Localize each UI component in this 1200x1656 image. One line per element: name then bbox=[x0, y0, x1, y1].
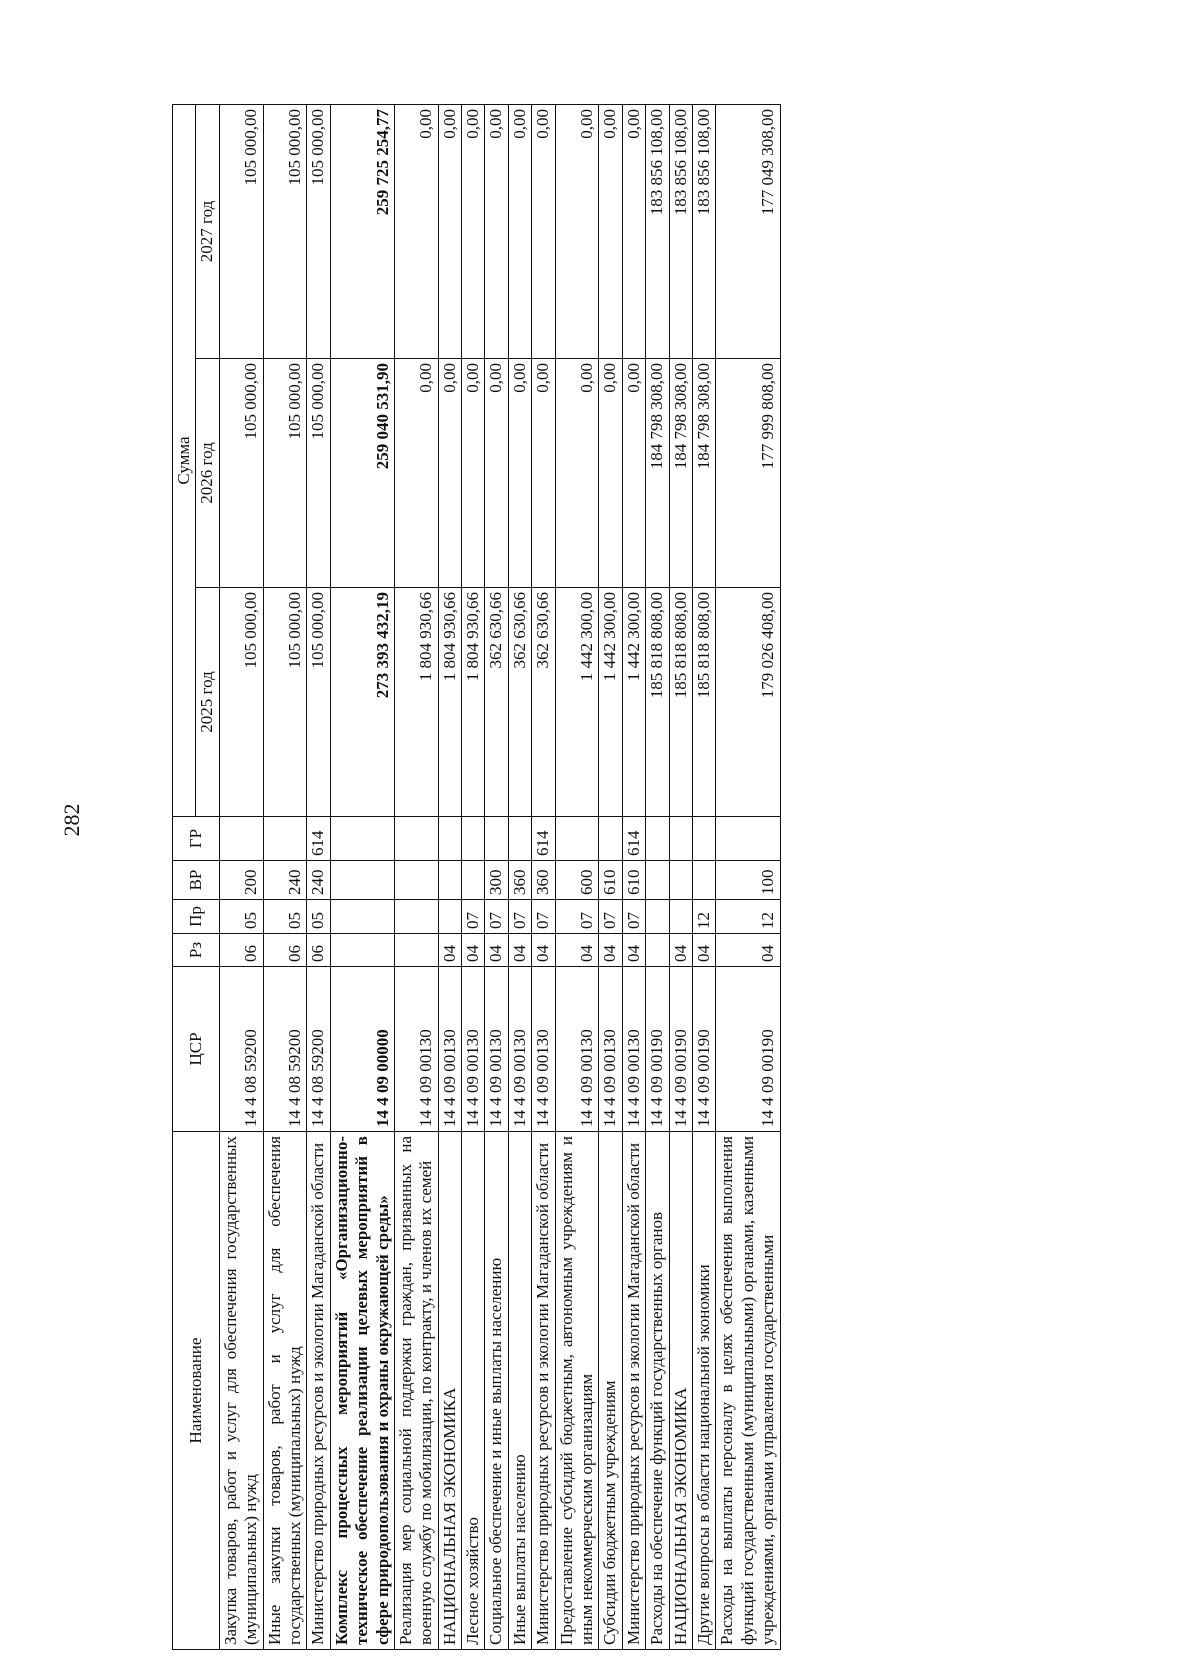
table-body bbox=[219, 105, 780, 1650]
row-pr bbox=[394, 900, 438, 934]
row-amount-2027: 183 856 108,00 bbox=[692, 105, 715, 359]
row-name: Министерство природных ресурсов и экологии Магаданской области bbox=[532, 1132, 555, 1650]
header-name: Наименование bbox=[173, 1132, 220, 1650]
budget-table bbox=[172, 104, 781, 1650]
row-rz: 04 bbox=[508, 934, 531, 967]
row-amount-2026: 105 000,00 bbox=[263, 359, 307, 588]
row-gr bbox=[555, 817, 599, 861]
row-csr: 14 4 09 00130 bbox=[462, 967, 485, 1132]
table-row bbox=[599, 105, 622, 1650]
row-csr: 14 4 09 00130 bbox=[555, 967, 599, 1132]
table-row bbox=[646, 105, 669, 1650]
row-rz bbox=[394, 934, 438, 967]
row-name: Субсидии бюджетным учреждениям bbox=[599, 1132, 622, 1650]
row-vr bbox=[394, 861, 438, 900]
row-amount-2025: 185 818 808,00 bbox=[692, 588, 715, 817]
row-csr: 14 4 09 00190 bbox=[669, 967, 692, 1132]
row-vr: 360 bbox=[508, 861, 531, 900]
row-amount-2027: 105 000,00 bbox=[307, 105, 330, 359]
row-rz: 04 bbox=[622, 934, 645, 967]
row-rz: 04 bbox=[438, 934, 461, 967]
row-rz: 04 bbox=[692, 934, 715, 967]
row-amount-2027: 259 725 254,77 bbox=[330, 105, 394, 359]
row-gr bbox=[263, 817, 307, 861]
row-csr: 14 4 09 00190 bbox=[716, 967, 780, 1132]
table-row bbox=[716, 105, 780, 1650]
row-csr: 14 4 09 00130 bbox=[394, 967, 438, 1132]
row-amount-2027: 0,00 bbox=[462, 105, 485, 359]
row-pr bbox=[438, 900, 461, 934]
row-gr bbox=[462, 817, 485, 861]
row-amount-2027: 105 000,00 bbox=[219, 105, 263, 359]
row-amount-2026: 184 798 308,00 bbox=[692, 359, 715, 588]
row-amount-2026: 105 000,00 bbox=[307, 359, 330, 588]
row-amount-2026: 0,00 bbox=[485, 359, 508, 588]
row-vr: 300 bbox=[485, 861, 508, 900]
row-amount-2026: 0,00 bbox=[622, 359, 645, 588]
row-amount-2025: 185 818 808,00 bbox=[669, 588, 692, 817]
row-amount-2026: 0,00 bbox=[599, 359, 622, 588]
row-gr bbox=[508, 817, 531, 861]
row-csr: 14 4 09 00000 bbox=[330, 967, 394, 1132]
row-pr: 07 bbox=[532, 900, 555, 934]
row-amount-2026: 0,00 bbox=[555, 359, 599, 588]
row-pr: 07 bbox=[508, 900, 531, 934]
table-row bbox=[330, 105, 394, 1650]
header-pr: Пр bbox=[173, 900, 220, 934]
row-csr: 14 4 09 00130 bbox=[438, 967, 461, 1132]
row-pr bbox=[669, 900, 692, 934]
row-amount-2025: 362 630,66 bbox=[485, 588, 508, 817]
row-amount-2025: 105 000,00 bbox=[263, 588, 307, 817]
header-rz: Рз bbox=[173, 934, 220, 967]
row-pr: 07 bbox=[485, 900, 508, 934]
table-row bbox=[622, 105, 645, 1650]
row-name: Министерство природных ресурсов и экологии Магаданской области bbox=[622, 1132, 645, 1650]
row-amount-2025: 1 442 300,00 bbox=[622, 588, 645, 817]
header-year-2026: 2026 год bbox=[196, 359, 219, 588]
table-row bbox=[692, 105, 715, 1650]
row-vr: 240 bbox=[263, 861, 307, 900]
table-row bbox=[307, 105, 330, 1650]
row-name: Иные закупки товаров, работ и услуг для обеспечения государственных (муниципальных) нужд bbox=[263, 1132, 307, 1650]
row-amount-2027: 183 856 108,00 bbox=[669, 105, 692, 359]
row-rz: 06 bbox=[263, 934, 307, 967]
row-vr: 600 bbox=[555, 861, 599, 900]
row-amount-2027: 177 049 308,00 bbox=[716, 105, 780, 359]
table-row bbox=[669, 105, 692, 1650]
row-rz: 06 bbox=[307, 934, 330, 967]
row-vr bbox=[692, 861, 715, 900]
row-gr bbox=[330, 817, 394, 861]
row-amount-2027: 0,00 bbox=[438, 105, 461, 359]
row-csr: 14 4 09 00190 bbox=[646, 967, 669, 1132]
row-csr: 14 4 08 59200 bbox=[307, 967, 330, 1132]
table-row bbox=[532, 105, 555, 1650]
row-amount-2025: 362 630,66 bbox=[508, 588, 531, 817]
row-pr: 07 bbox=[622, 900, 645, 934]
row-pr: 05 bbox=[219, 900, 263, 934]
row-csr: 14 4 09 00130 bbox=[622, 967, 645, 1132]
row-pr: 07 bbox=[555, 900, 599, 934]
row-rz: 04 bbox=[485, 934, 508, 967]
row-amount-2026: 0,00 bbox=[394, 359, 438, 588]
row-amount-2025: 362 630,66 bbox=[532, 588, 555, 817]
table-row bbox=[462, 105, 485, 1650]
row-rz: 04 bbox=[669, 934, 692, 967]
row-gr bbox=[646, 817, 669, 861]
row-pr: 12 bbox=[692, 900, 715, 934]
row-rz bbox=[646, 934, 669, 967]
row-gr bbox=[599, 817, 622, 861]
row-amount-2027: 0,00 bbox=[599, 105, 622, 359]
row-vr: 610 bbox=[599, 861, 622, 900]
row-gr bbox=[219, 817, 263, 861]
row-pr: 05 bbox=[307, 900, 330, 934]
row-vr: 240 bbox=[307, 861, 330, 900]
row-vr: 100 bbox=[716, 861, 780, 900]
row-csr: 14 4 09 00130 bbox=[485, 967, 508, 1132]
row-amount-2025: 1 442 300,00 bbox=[599, 588, 622, 817]
row-amount-2027: 0,00 bbox=[394, 105, 438, 359]
row-amount-2025: 105 000,00 bbox=[307, 588, 330, 817]
row-name: Расходы на выплаты персоналу в целях обеспечения выполнения функций государственными (муниципальными) органами, казенными учреждениями, органами управления государственными bbox=[716, 1132, 780, 1650]
table-row bbox=[485, 105, 508, 1650]
row-gr: 614 bbox=[622, 817, 645, 861]
row-csr: 14 4 09 00190 bbox=[692, 967, 715, 1132]
row-gr: 614 bbox=[307, 817, 330, 861]
row-amount-2026: 0,00 bbox=[438, 359, 461, 588]
table-row bbox=[394, 105, 438, 1650]
row-amount-2025: 1 804 930,66 bbox=[462, 588, 485, 817]
row-name: НАЦИОНАЛЬНАЯ ЭКОНОМИКА bbox=[669, 1132, 692, 1650]
header-gr: ГР bbox=[173, 817, 220, 861]
row-rz: 04 bbox=[716, 934, 780, 967]
row-pr bbox=[330, 900, 394, 934]
row-pr: 07 bbox=[599, 900, 622, 934]
row-gr: 614 bbox=[532, 817, 555, 861]
row-gr bbox=[669, 817, 692, 861]
table-row bbox=[508, 105, 531, 1650]
row-amount-2027: 0,00 bbox=[485, 105, 508, 359]
row-name: Иные выплаты населению bbox=[508, 1132, 531, 1650]
row-amount-2027: 183 856 108,00 bbox=[646, 105, 669, 359]
page-number: 282 bbox=[59, 803, 84, 837]
header-sum: Сумма bbox=[173, 105, 196, 817]
row-amount-2025: 1 804 930,66 bbox=[438, 588, 461, 817]
row-pr: 12 bbox=[716, 900, 780, 934]
table-header bbox=[173, 105, 220, 1650]
header-csr: ЦСР bbox=[173, 967, 220, 1132]
row-amount-2026: 184 798 308,00 bbox=[669, 359, 692, 588]
row-name: Другие вопросы в области национальной экономики bbox=[692, 1132, 715, 1650]
row-vr bbox=[646, 861, 669, 900]
row-name: Предоставление субсидий бюджетным, автономным учреждениям и иным некоммерческим организациям bbox=[555, 1132, 599, 1650]
row-csr: 14 4 09 00130 bbox=[532, 967, 555, 1132]
row-vr: 610 bbox=[622, 861, 645, 900]
header-vr: ВР bbox=[173, 861, 220, 900]
row-amount-2026: 0,00 bbox=[462, 359, 485, 588]
budget-table-rotated-container bbox=[172, 105, 1132, 1650]
row-rz bbox=[330, 934, 394, 967]
row-name: Закупка товаров, работ и услуг для обеспечения государственных (муниципальных) нужд bbox=[219, 1132, 263, 1650]
row-rz: 06 bbox=[219, 934, 263, 967]
row-amount-2027: 0,00 bbox=[532, 105, 555, 359]
row-vr bbox=[462, 861, 485, 900]
row-csr: 14 4 09 00130 bbox=[508, 967, 531, 1132]
header-year-2027: 2027 год bbox=[196, 105, 219, 359]
row-rz: 04 bbox=[462, 934, 485, 967]
row-vr: 200 bbox=[219, 861, 263, 900]
row-name: Министерство природных ресурсов и экологии Магаданской области bbox=[307, 1132, 330, 1650]
row-csr: 14 4 09 00130 bbox=[599, 967, 622, 1132]
row-amount-2025: 179 026 408,00 bbox=[716, 588, 780, 817]
table-row bbox=[219, 105, 263, 1650]
row-gr bbox=[716, 817, 780, 861]
row-amount-2025: 273 393 432,19 bbox=[330, 588, 394, 817]
row-amount-2026: 0,00 bbox=[508, 359, 531, 588]
row-amount-2025: 1 442 300,00 bbox=[555, 588, 599, 817]
table-row bbox=[263, 105, 307, 1650]
row-pr: 05 bbox=[263, 900, 307, 934]
header-year-2025: 2025 год bbox=[196, 588, 219, 817]
row-name: Комплекс процессных мероприятий «Организационно-техническое обеспечение реализации целевых мероприятий в сфере природопользования и охраны окружающей среды» bbox=[330, 1132, 394, 1650]
row-amount-2026: 177 999 808,00 bbox=[716, 359, 780, 588]
row-amount-2025: 105 000,00 bbox=[219, 588, 263, 817]
row-name: Расходы на обеспечение функций государственных органов bbox=[646, 1132, 669, 1650]
row-vr bbox=[669, 861, 692, 900]
row-vr bbox=[438, 861, 461, 900]
row-gr bbox=[438, 817, 461, 861]
row-rz: 04 bbox=[555, 934, 599, 967]
row-name: Реализация мер социальной поддержки граждан, призванных на военную службу по мобилизации, по контракту, и членов их семей bbox=[394, 1132, 438, 1650]
row-name: Лесное хозяйство bbox=[462, 1132, 485, 1650]
row-amount-2027: 105 000,00 bbox=[263, 105, 307, 359]
row-rz: 04 bbox=[599, 934, 622, 967]
row-csr: 14 4 08 59200 bbox=[263, 967, 307, 1132]
row-amount-2026: 184 798 308,00 bbox=[646, 359, 669, 588]
row-gr bbox=[692, 817, 715, 861]
row-amount-2025: 1 804 930,66 bbox=[394, 588, 438, 817]
row-amount-2027: 0,00 bbox=[555, 105, 599, 359]
row-amount-2025: 185 818 808,00 bbox=[646, 588, 669, 817]
row-amount-2027: 0,00 bbox=[622, 105, 645, 359]
table-row bbox=[555, 105, 599, 1650]
row-rz: 04 bbox=[532, 934, 555, 967]
row-amount-2026: 105 000,00 bbox=[219, 359, 263, 588]
row-name: Социальное обеспечение и иные выплаты населению bbox=[485, 1132, 508, 1650]
row-gr bbox=[485, 817, 508, 861]
row-csr: 14 4 08 59200 bbox=[219, 967, 263, 1132]
row-pr: 07 bbox=[462, 900, 485, 934]
row-amount-2026: 259 040 531,90 bbox=[330, 359, 394, 588]
row-pr bbox=[646, 900, 669, 934]
row-amount-2027: 0,00 bbox=[508, 105, 531, 359]
row-gr bbox=[394, 817, 438, 861]
table-row bbox=[438, 105, 461, 1650]
row-vr: 360 bbox=[532, 861, 555, 900]
row-amount-2026: 0,00 bbox=[532, 359, 555, 588]
row-name: НАЦИОНАЛЬНАЯ ЭКОНОМИКА bbox=[438, 1132, 461, 1650]
row-vr bbox=[330, 861, 394, 900]
